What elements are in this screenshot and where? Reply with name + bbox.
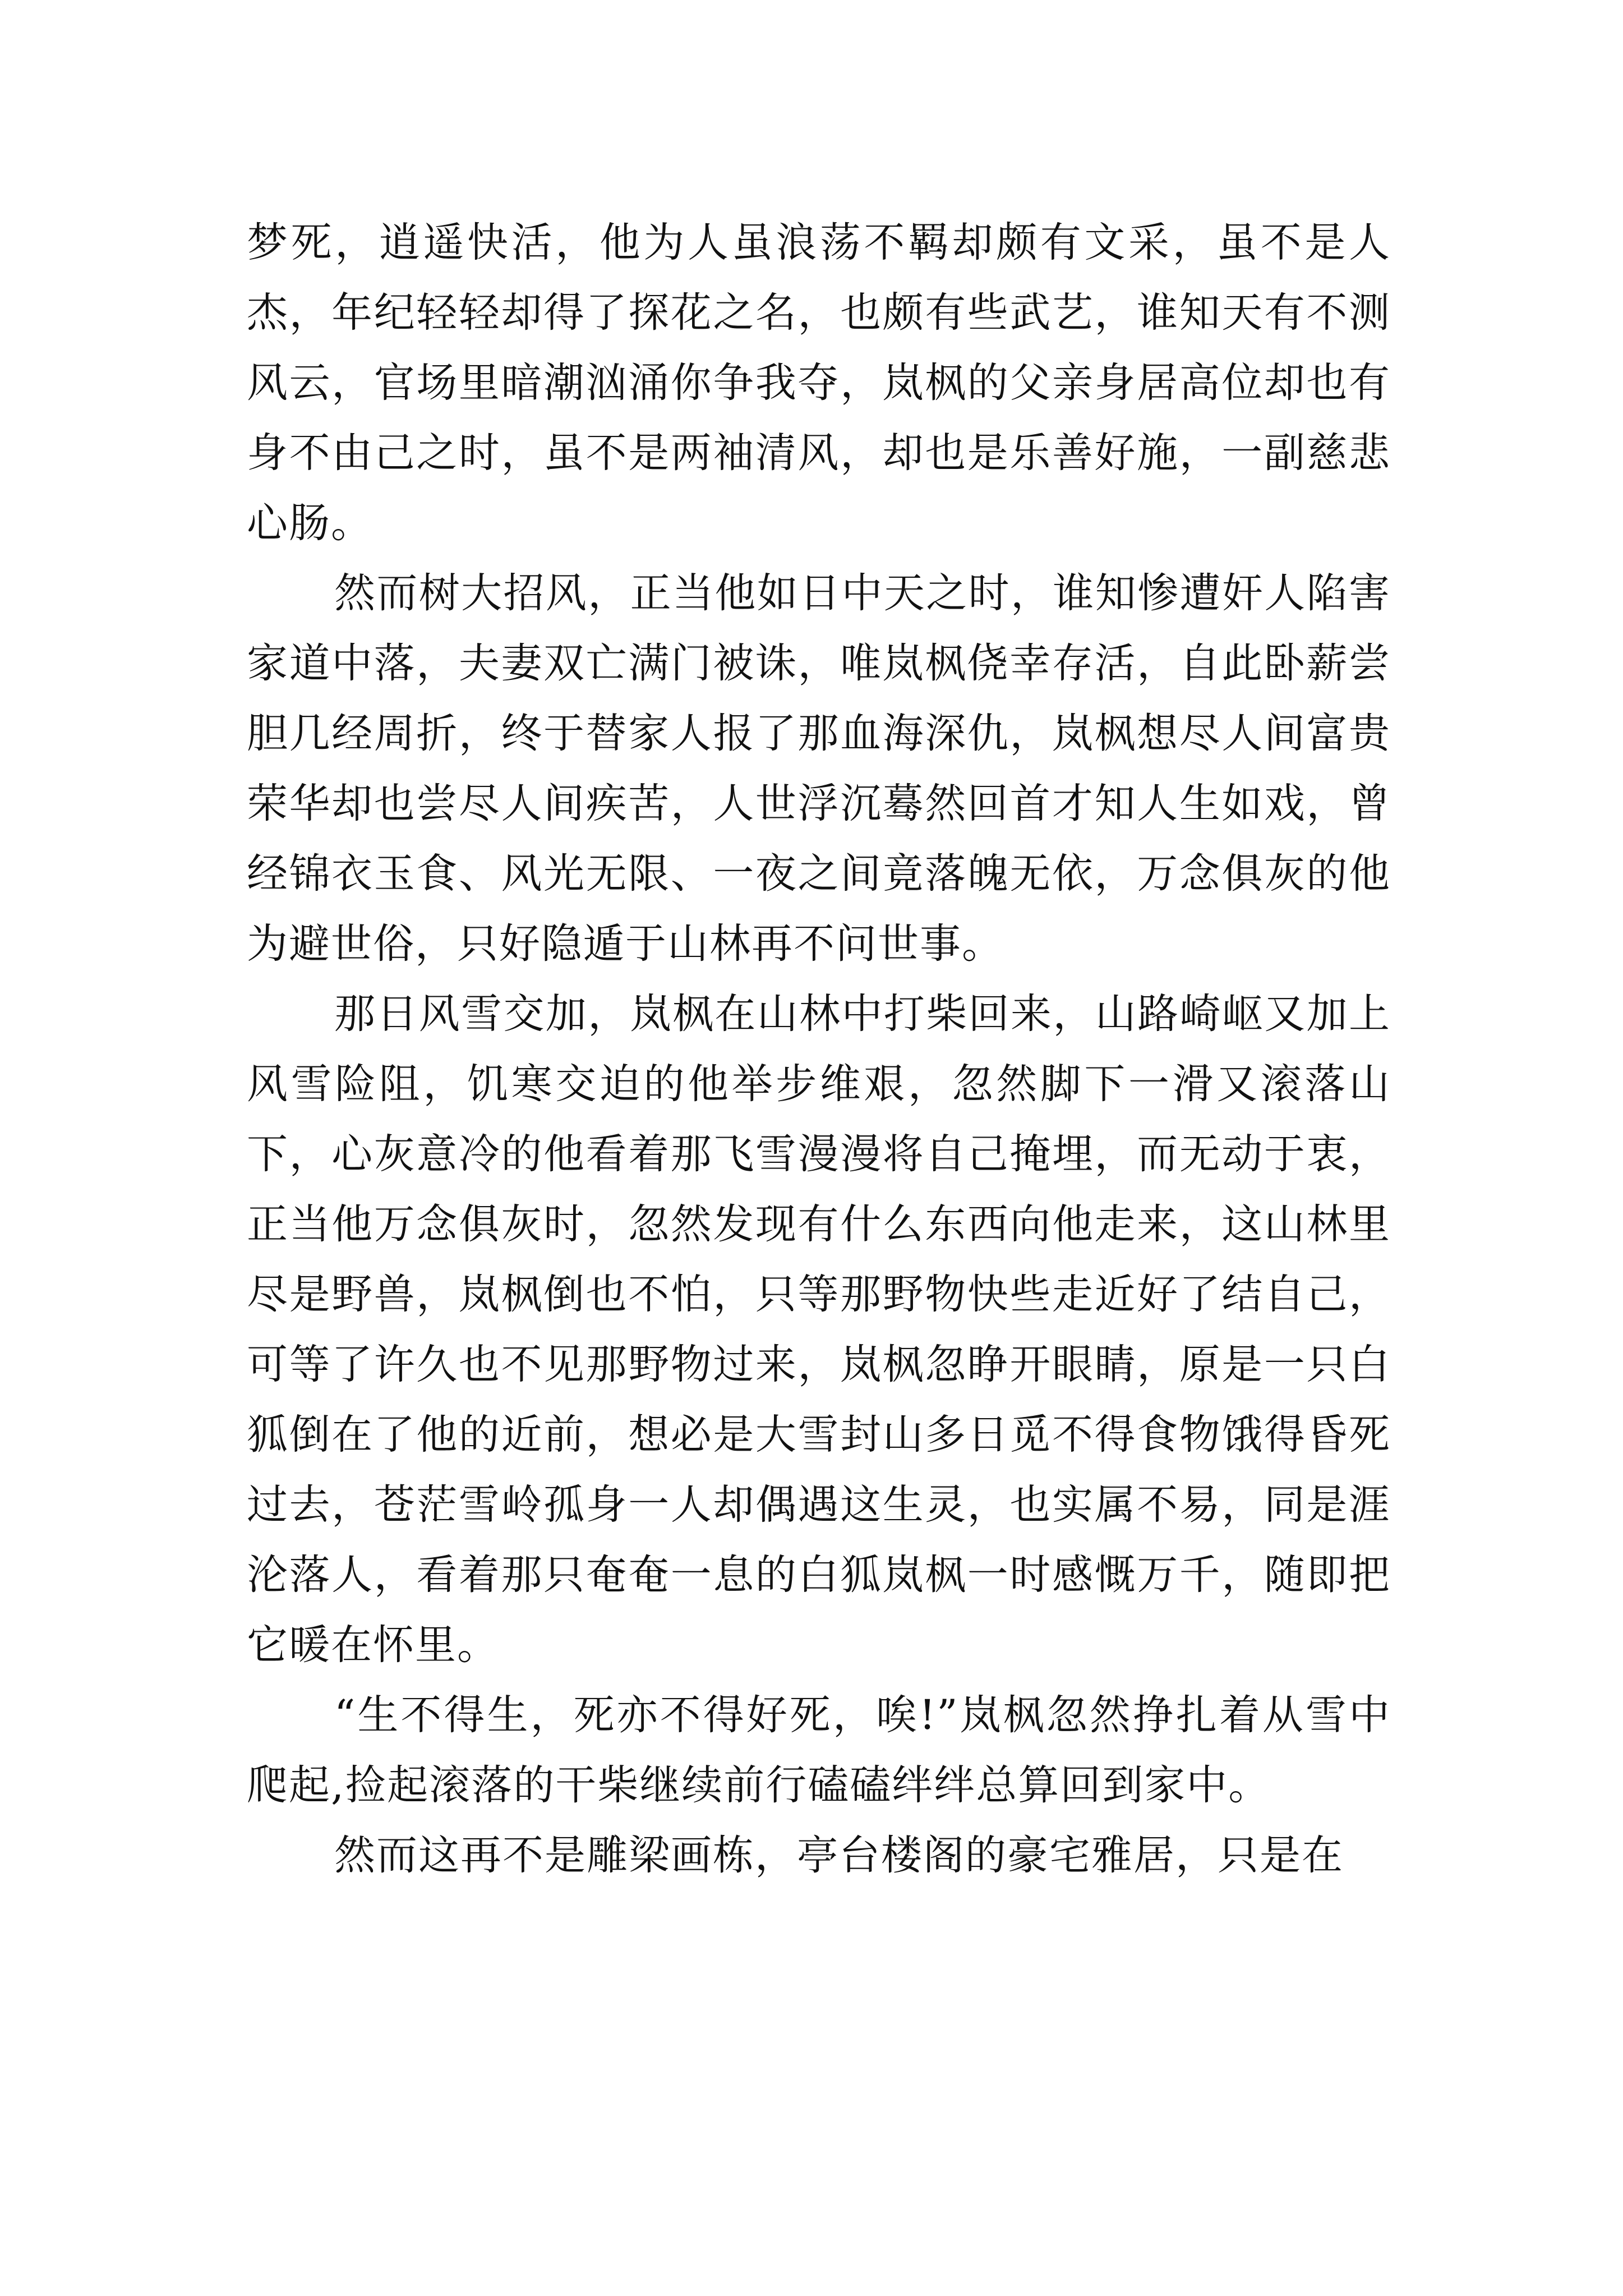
paragraph-3: 那日风雪交加，岚枫在山林中打柴回来，山路崎岖又加上风雪险阻，饥寒交迫的他举步维艰，忽然脚下一滑又滚落山下，心灰意冷的他看着那飞雪漫漫将自己掩埋，而无动于衷，正当他万念俱灰时，忽然发现有什么东西向他走来，这山林里尽是野兽，岚枫倒也不怕，只等那野物快些走近好了结自己，可等了许久也不见那野物过来，岚枫忽睁开眼睛，原是一只白狐倒在了他的近前，想必是大雪封山多日觅不得食物饿得昏死过去，苍茫雪岭孤身一人却偶遇这生灵，也实属不易，同是涯沦落人，看着那只奄奄一息的白狐岚枫一时感慨万千，随即把它暖在怀里。 — [247, 990, 1391, 1669]
paragraph-5: 然而这再不是雕梁画栋，亭台楼阁的豪宅雅居，只是在 — [334, 1832, 1344, 1879]
paragraph-1: 梦死，逍遥快活，他为人虽浪荡不羁却颇有文采，虽不是人杰，年纪轻轻却得了探花之名，也颇有些武艺，谁知天有不测风云，官场里暗潮汹涌你争我夺，岚枫的父亲身居高位却也有身不由己之时，虽不是两袖清风，却也是乐善好施，一副慈悲心肠。 — [247, 219, 1391, 547]
paragraph-4: “生不得生，死亦不得好死，唉!”岚枫忽然挣扎着从雪中爬起,捡起滚落的干柴继续前行磕磕绊绊总算回到家中。 — [247, 1691, 1391, 1809]
paragraph-2: 然而树大招风，正当他如日中天之时，谁知惨遭奸人陷害家道中落，夫妻双亡满门被诛，唯岚枫侥幸存活，自此卧薪尝胆几经周折，终于替家人报了那血海深仇，岚枫想尽人间富贵荣华却也尝尽人间疾苦，人世浮沉蓦然回首才知人生如戏，曾经锦衣玉食、风光无限、一夜之间竟落魄无依，万念俱灰的他为避世俗，只好隐遁于山林再不问世事。 — [247, 569, 1391, 968]
body-text — [247, 208, 1391, 1890]
